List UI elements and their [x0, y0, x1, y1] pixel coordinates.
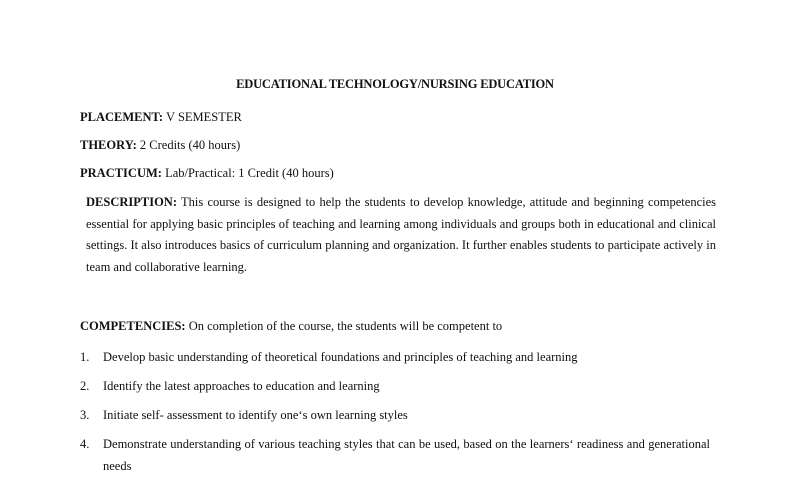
competencies-heading [80, 319, 502, 334]
list-item-text: Demonstrate understanding of various teaching styles that can be used, based on the learners‘ readiness and generational needs [103, 437, 710, 473]
list-item-text: Initiate self- assessment to identify one‘s own learning styles [103, 408, 408, 422]
theory-label: THEORY: [80, 138, 137, 152]
list-item-text: Develop basic understanding of theoretical foundations and principles of teaching and learning [103, 350, 578, 364]
list-item [80, 405, 710, 427]
theory-field [80, 138, 240, 153]
description-label: DESCRIPTION: [86, 195, 177, 209]
list-item [80, 376, 710, 398]
list-item-text: Identify the latest approaches to education and learning [103, 379, 380, 393]
placement-field [80, 110, 242, 125]
competencies-list [80, 347, 710, 485]
practicum-value: Lab/Practical: 1 Credit (40 hours) [165, 166, 334, 180]
list-item [80, 434, 710, 477]
practicum-label: PRACTICUM: [80, 166, 162, 180]
placement-value: V SEMESTER [166, 110, 242, 124]
description-text: This course is designed to help the students to develop knowledge, attitude and beginning competencies essential for applying basic principles of teaching and learning among individuals and groups both in educational and clinical settings. It also introduces basics of curriculum planning and organization. It further enables students to participate actively in team and collaborative learning. [86, 195, 716, 274]
competencies-label: COMPETENCIES: [80, 319, 186, 333]
practicum-field [80, 166, 334, 181]
document-title: EDUCATIONAL TECHNOLOGY/NURSING EDUCATION [236, 77, 554, 91]
description-paragraph [86, 192, 716, 278]
theory-value: 2 Credits (40 hours) [139, 138, 241, 152]
list-item-number: 2. [80, 379, 90, 393]
list-item-number: 1. [80, 350, 90, 364]
list-item-number: 4. [80, 437, 90, 451]
placement-label: PLACEMENT: [80, 110, 164, 124]
list-item-number: 3. [80, 408, 90, 422]
competencies-intro: On completion of the course, the students will be competent to [188, 319, 503, 333]
list-item [80, 347, 710, 369]
